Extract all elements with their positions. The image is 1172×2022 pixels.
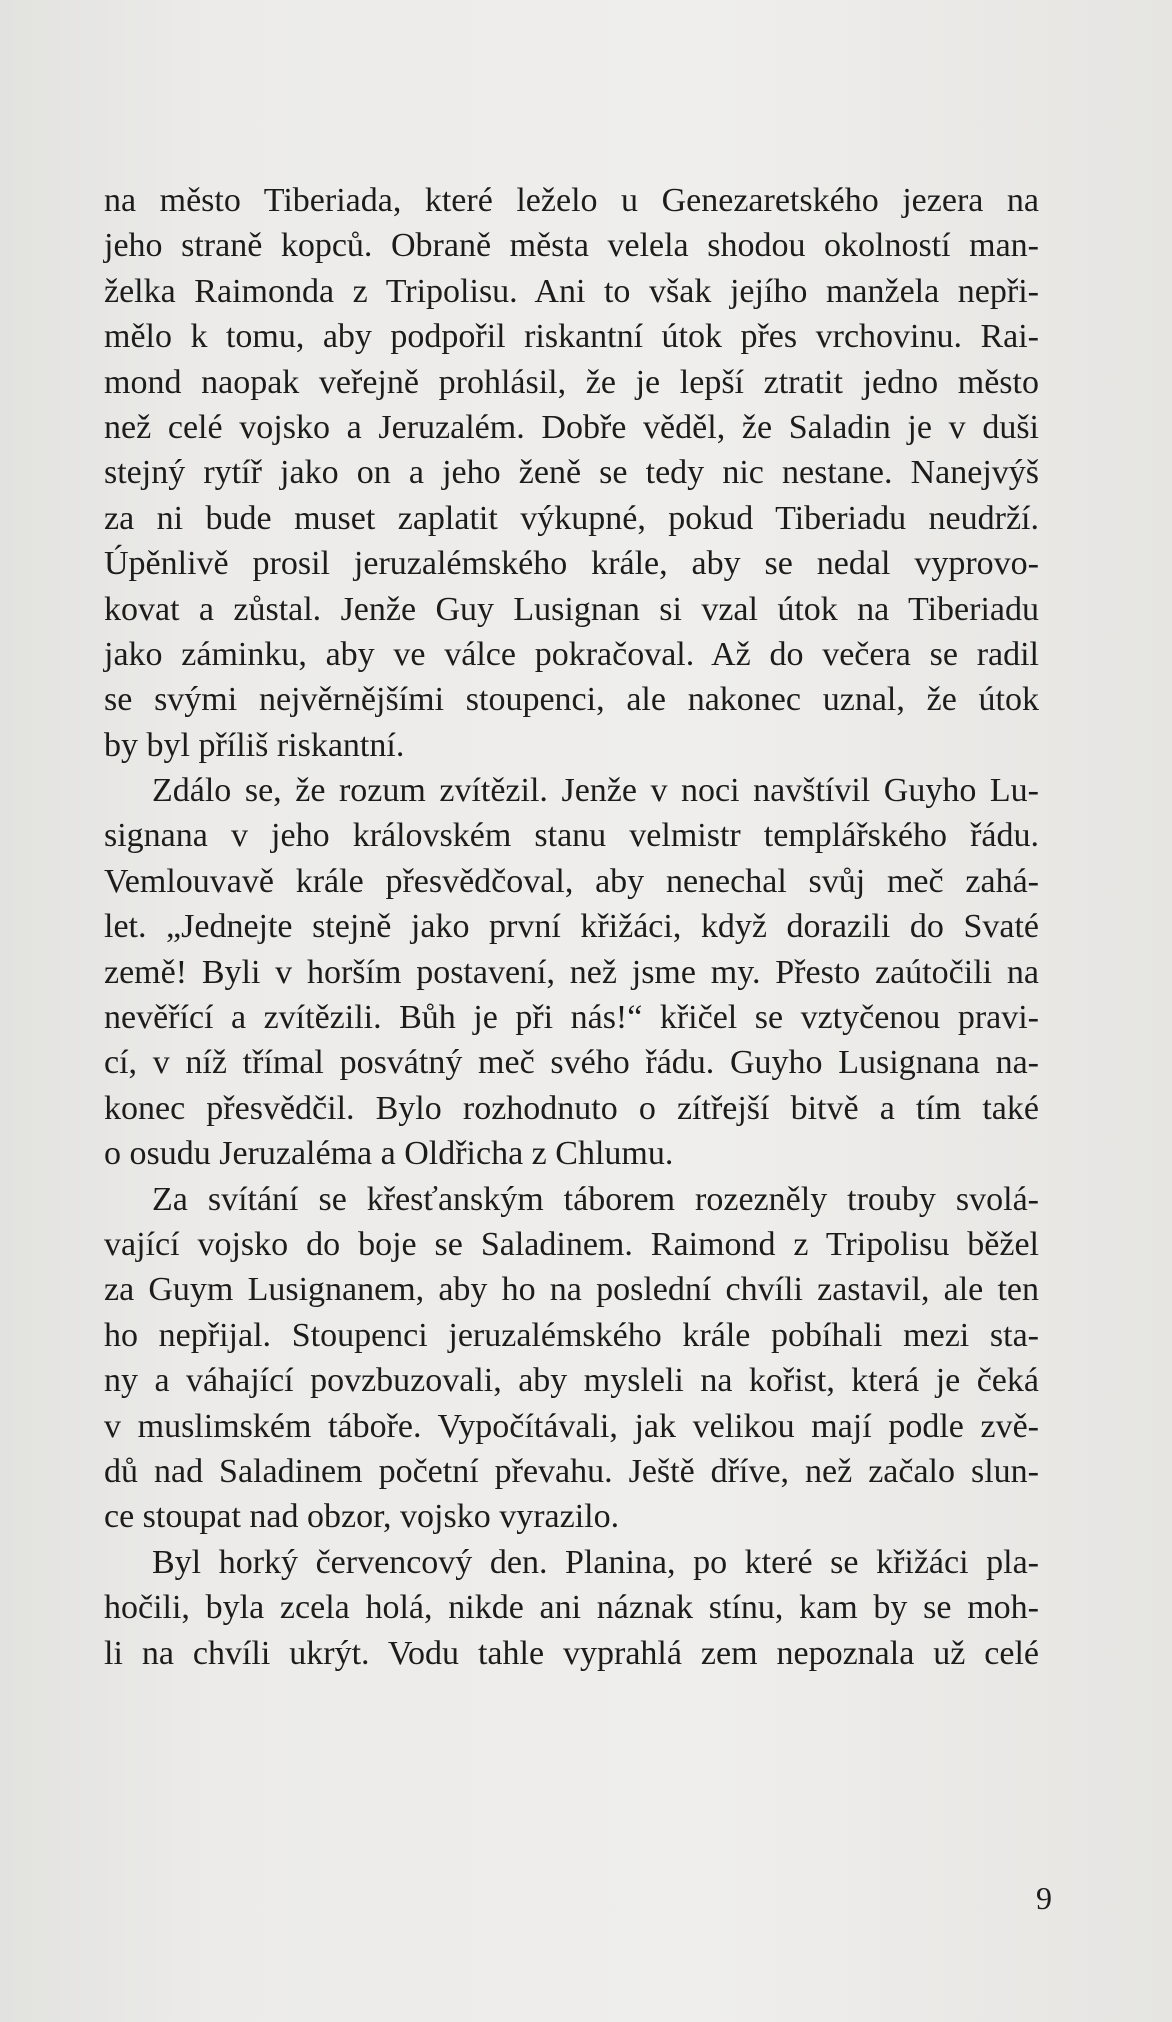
paragraph-start-line: Zdálo se, že rozum zvítězil. Jenže v noci navštívil Guyho Lu- (152, 772, 1039, 810)
text-line: kovat a zůstal. Jenže Guy Lusignan si vzal útok na Tiberiadu (104, 590, 1039, 628)
text-line: se svými nejvěrnějšími stoupenci, ale nakonec uznal, že útok (104, 681, 1039, 719)
text-line: za Guym Lusignanem, aby ho na poslední chvíli zastavil, ale ten (104, 1271, 1039, 1309)
page-number: 9 (1036, 1880, 1052, 1916)
text-line: ny a váhající povzbuzovali, aby mysleli na kořist, která je čeká (104, 1362, 1039, 1400)
text-line: vající vojsko do boje se Saladinem. Raimond z Tripolisu běžel (104, 1225, 1039, 1263)
paragraph-start-line: Za svítání se křesťanským táborem rozezněly trouby svolá- (152, 1180, 1039, 1218)
text-line: mělo k tomu, aby podpořil riskantní útok přes vrchovinu. Rai- (104, 318, 1039, 356)
text-line: jako záminku, aby ve válce pokračoval. Až do večera se radil (104, 635, 1039, 673)
text-line: hočili, byla zcela holá, nikde ani náznak stínu, kam by se moh- (104, 1589, 1039, 1627)
text-line: o osudu Jeruzaléma a Oldřicha z Chlumu. (104, 1135, 674, 1173)
text-line: nevěřící a zvítězili. Bůh je při nás!“ křičel se vztyčenou pravi- (104, 999, 1039, 1037)
text-line: signana v jeho královském stanu velmistr templářského řádu. (104, 817, 1039, 855)
text-line: stejný rytíř jako on a jeho ženě se tedy nic nestane. Nanejvýš (104, 454, 1039, 492)
text-line: by byl příliš riskantní. (104, 726, 405, 764)
text-line: cí, v níž třímal posvátný meč svého řádu. Guyho Lusignana na- (104, 1044, 1039, 1082)
text-line: dů nad Saladinem početní převahu. Ještě dříve, než začalo slun- (104, 1452, 1039, 1490)
text-line: jeho straně kopců. Obraně města velela shodou okolností man- (104, 227, 1039, 265)
text-line: než celé vojsko a Jeruzalém. Dobře věděl, že Saladin je v duši (104, 408, 1039, 446)
text-line: mond naopak veřejně prohlásil, že je lepší ztratit jedno město (104, 363, 1039, 401)
text-line: země! Byli v horším postavení, než jsme my. Přesto zaútočili na (104, 953, 1039, 991)
text-line: Úpěnlivě prosil jeruzalémského krále, aby se nedal vyprovo- (104, 545, 1039, 583)
text-line: na město Tiberiada, které leželo u Genezaretského jezera na (104, 182, 1039, 219)
text-line: Vemlouvavě krále přesvědčoval, aby nenechal svůj meč zahá- (104, 862, 1039, 900)
text-line: ce stoupat nad obzor, vojsko vyrazilo. (104, 1498, 620, 1536)
text-line: za ni bude muset zaplatit výkupné, pokud Tiberiadu neudrží. (104, 499, 1039, 537)
text-line: v muslimském táboře. Vypočítávali, jak velikou mají podle zvě- (104, 1407, 1039, 1445)
text-line: li na chvíli ukrýt. Vodu tahle vyprahlá zem nepoznala už celé (104, 1634, 1039, 1672)
paragraph-start-line: Byl horký červencový den. Planina, po které se křižáci pla- (152, 1543, 1039, 1581)
text-line: let. „Jednejte stejně jako první křižáci, když dorazili do Svaté (104, 908, 1039, 946)
text-line: konec přesvědčil. Bylo rozhodnuto o zítřejší bitvě a tím také (104, 1089, 1039, 1127)
text-line: ho nepřijal. Stoupenci jeruzalémského krále pobíhali mezi sta- (104, 1316, 1039, 1354)
text-line: želka Raimonda z Tripolisu. Ani to však jejího manžela nepři- (104, 272, 1039, 310)
body-text (104, 178, 1039, 1676)
